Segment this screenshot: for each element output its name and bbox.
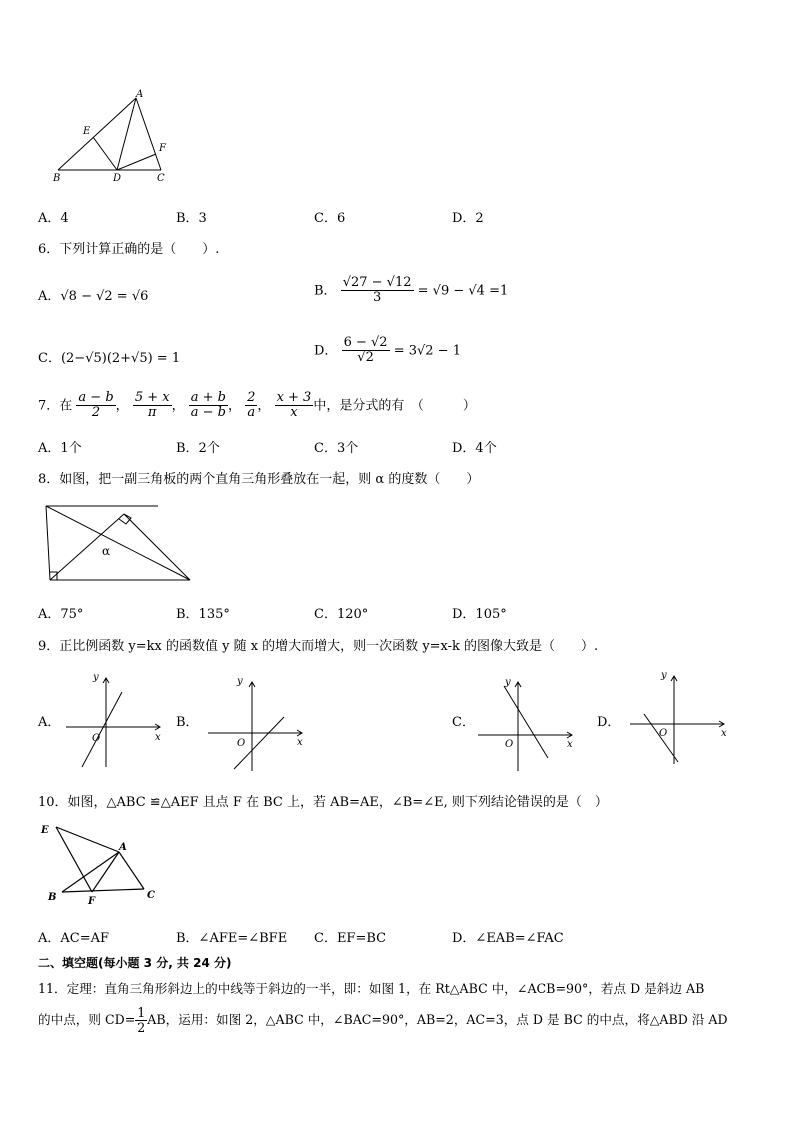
q8-option-a[interactable]: A．75° — [38, 607, 84, 622]
q7-tail: 中，是分式的有 （ ） — [313, 398, 476, 414]
q7-sep-4: ， — [257, 398, 271, 414]
q9-c-y-label: y — [505, 677, 511, 688]
q6-stem: 6．下列计算正确的是（ ）. — [38, 242, 220, 257]
q8-option-b[interactable]: B．135° — [176, 607, 230, 622]
section-2-title: 二、填空题(每小题 3 分, 共 24 分) — [38, 956, 232, 970]
q8-leg — [124, 514, 190, 580]
q9-graph-d — [626, 668, 736, 768]
q5-option-b[interactable]: B．3 — [176, 211, 207, 226]
q9-option-d[interactable]: D． — [597, 715, 621, 730]
q6-d-numerator: 6 − √2 — [343, 335, 388, 350]
q7-f1-num: a − b — [78, 390, 114, 405]
q5-label-f: F — [159, 143, 166, 154]
q6-option-b[interactable] — [314, 276, 508, 306]
q10-side-bc — [62, 889, 144, 892]
q10-label-f: F — [88, 896, 96, 907]
q7-sep-2: ， — [171, 398, 185, 414]
q8-option-c[interactable]: C．120° — [314, 607, 369, 622]
q5-segment-df — [117, 154, 156, 170]
q9-option-c[interactable]: C． — [452, 715, 475, 730]
q10-option-c[interactable]: C．EF=BC — [314, 931, 387, 946]
q9-a-x-label: x — [155, 732, 161, 743]
q5-option-a[interactable]: A．4 — [38, 211, 69, 226]
q7-f5-den: x — [290, 405, 298, 421]
q10-option-b[interactable]: B．∠AFE=∠BFE — [176, 931, 288, 946]
q7-option-d[interactable]: D．4个 — [452, 441, 497, 456]
q9-stem: 9．正比例函数 y=kx 的函数值 y 随 x 的增大而增大，则一次函数 y=x-k 的图像大致是（ ）. — [38, 639, 599, 654]
q11-line-2-a: 的中点，则 CD= — [38, 1011, 136, 1027]
q6-d-label: D． — [314, 343, 338, 359]
q10-congruent-triangles-figure — [40, 822, 165, 907]
q6-d-rest: = 3√2 − 1 — [393, 343, 461, 359]
q8-hypotenuse-2 — [50, 514, 124, 580]
q9-graph-c — [474, 674, 584, 774]
q9-graph-b — [204, 674, 314, 774]
q10-side-ac — [119, 852, 144, 889]
q9-d-x-label: x — [721, 728, 727, 739]
q5-triangle-figure — [50, 90, 180, 185]
q11-half-num: 1 — [137, 1005, 146, 1020]
q5-label-d: D — [113, 173, 122, 184]
q10-side-ef — [56, 827, 92, 892]
q7-lead: 7．在 — [38, 398, 73, 414]
q9-b-x-label: x — [297, 737, 303, 748]
q10-label-e: E — [41, 825, 49, 836]
q5-segment-ad — [117, 98, 136, 170]
q8-hypotenuse-1 — [46, 506, 190, 580]
q11-half-den: 2 — [137, 1019, 146, 1035]
q10-side-af — [92, 852, 119, 892]
q5-side-ba — [58, 98, 136, 170]
q9-a-y-label: y — [93, 672, 99, 683]
q7-f3-den: a − b — [190, 405, 226, 421]
q7-f4-num: 2 — [247, 390, 256, 405]
q6-a-label: A． — [38, 289, 61, 304]
q5-label-b: B — [53, 173, 61, 184]
q9-option-a[interactable]: A． — [38, 715, 61, 730]
q7-option-a[interactable]: A．1个 — [38, 441, 82, 456]
q11-line-2 — [38, 1006, 728, 1035]
q10-side-ab — [62, 852, 119, 892]
q7-f1-den: 2 — [91, 405, 101, 421]
q6-d-denominator: √2 — [357, 350, 374, 366]
q10-stem: 10．如图，△ABC ≌△AEF 且点 F 在 BC 上，若 AB=AE，∠B=∠E, 则下列结论错误的是（ ） — [38, 795, 608, 810]
q10-side-ea — [56, 827, 119, 852]
q9-c-x-label: x — [567, 739, 573, 750]
q5-side-ac — [136, 98, 161, 170]
q6-b-denominator: 3 — [372, 290, 382, 306]
q9-b-y-label: y — [237, 676, 243, 687]
q11-line-2-b: AB，运用：如图 2，△ABC 中，∠BAC=90°，AB=2，AC=3，点 D 是 BC 的中点，将△ABD 沿 AD — [147, 1011, 728, 1027]
q7-option-b[interactable]: B．2个 — [176, 441, 220, 456]
q8-option-d[interactable]: D．105° — [452, 607, 507, 622]
q6-c-label: C． — [38, 351, 61, 366]
q8-stem: 8．如图，把一副三角板的两个直角三角形叠放在一起，则 α 的度数（ ） — [38, 472, 480, 487]
q6-c-expr: (2−√5)(2+√5) = 1 — [60, 351, 181, 366]
q6-a-expr: √8 − √2 = √6 — [60, 289, 149, 304]
q11-line-1: 11．定理：直角三角形斜边上的中线等于斜边的一半，即：如图 1，在 Rt△ABC 中，∠ACB=90°，若点 D 是斜边 AB — [38, 981, 705, 996]
q5-label-c: C — [157, 173, 165, 184]
q7-f2-den: π — [147, 405, 157, 421]
q5-segment-de — [93, 137, 117, 170]
q8-left-edge — [46, 506, 50, 580]
q9-option-b[interactable]: B． — [176, 715, 199, 730]
q10-option-d[interactable]: D．∠EAB=∠FAC — [452, 931, 564, 946]
q6-option-d[interactable] — [314, 336, 461, 366]
q5-label-e: E — [83, 126, 91, 137]
q9-a-line — [82, 692, 122, 767]
q7-f4-den: a — [247, 405, 256, 421]
q7-f2-num: 5 + x — [134, 390, 170, 405]
q7-stem — [38, 391, 476, 421]
q7-f3-num: a + b — [190, 390, 226, 405]
q10-label-b: B — [48, 892, 57, 903]
q6-option-c[interactable] — [38, 347, 180, 366]
q10-label-c: C — [147, 890, 155, 901]
q9-d-origin: O — [659, 728, 668, 739]
q7-option-c[interactable]: C．3个 — [314, 441, 359, 456]
q9-d-y-label: y — [661, 670, 667, 681]
q9-b-origin: O — [237, 738, 246, 749]
q10-label-a: A — [119, 842, 127, 853]
q7-sep-3: ， — [227, 398, 241, 414]
q9-c-origin: O — [505, 739, 514, 750]
q7-sep-1: ， — [115, 398, 129, 414]
q9-a-origin: O — [92, 733, 101, 744]
q7-f5-num: x + 3 — [276, 390, 312, 405]
q10-option-a[interactable]: A．AC=AF — [38, 931, 110, 946]
q8-alpha-label: α — [102, 544, 111, 558]
q6-b-numerator: √27 − √12 — [342, 275, 412, 290]
q8-set-square-figure — [40, 500, 195, 586]
q6-b-rest: = √9 − √4 =1 — [417, 283, 509, 299]
q5-label-a: A — [136, 89, 144, 100]
q6-b-label: B． — [314, 283, 337, 299]
q6-option-a[interactable] — [38, 285, 148, 304]
q5-option-c[interactable]: C．6 — [314, 211, 346, 226]
q9-graph-a — [62, 670, 172, 770]
q5-option-d[interactable]: D．2 — [452, 211, 484, 226]
